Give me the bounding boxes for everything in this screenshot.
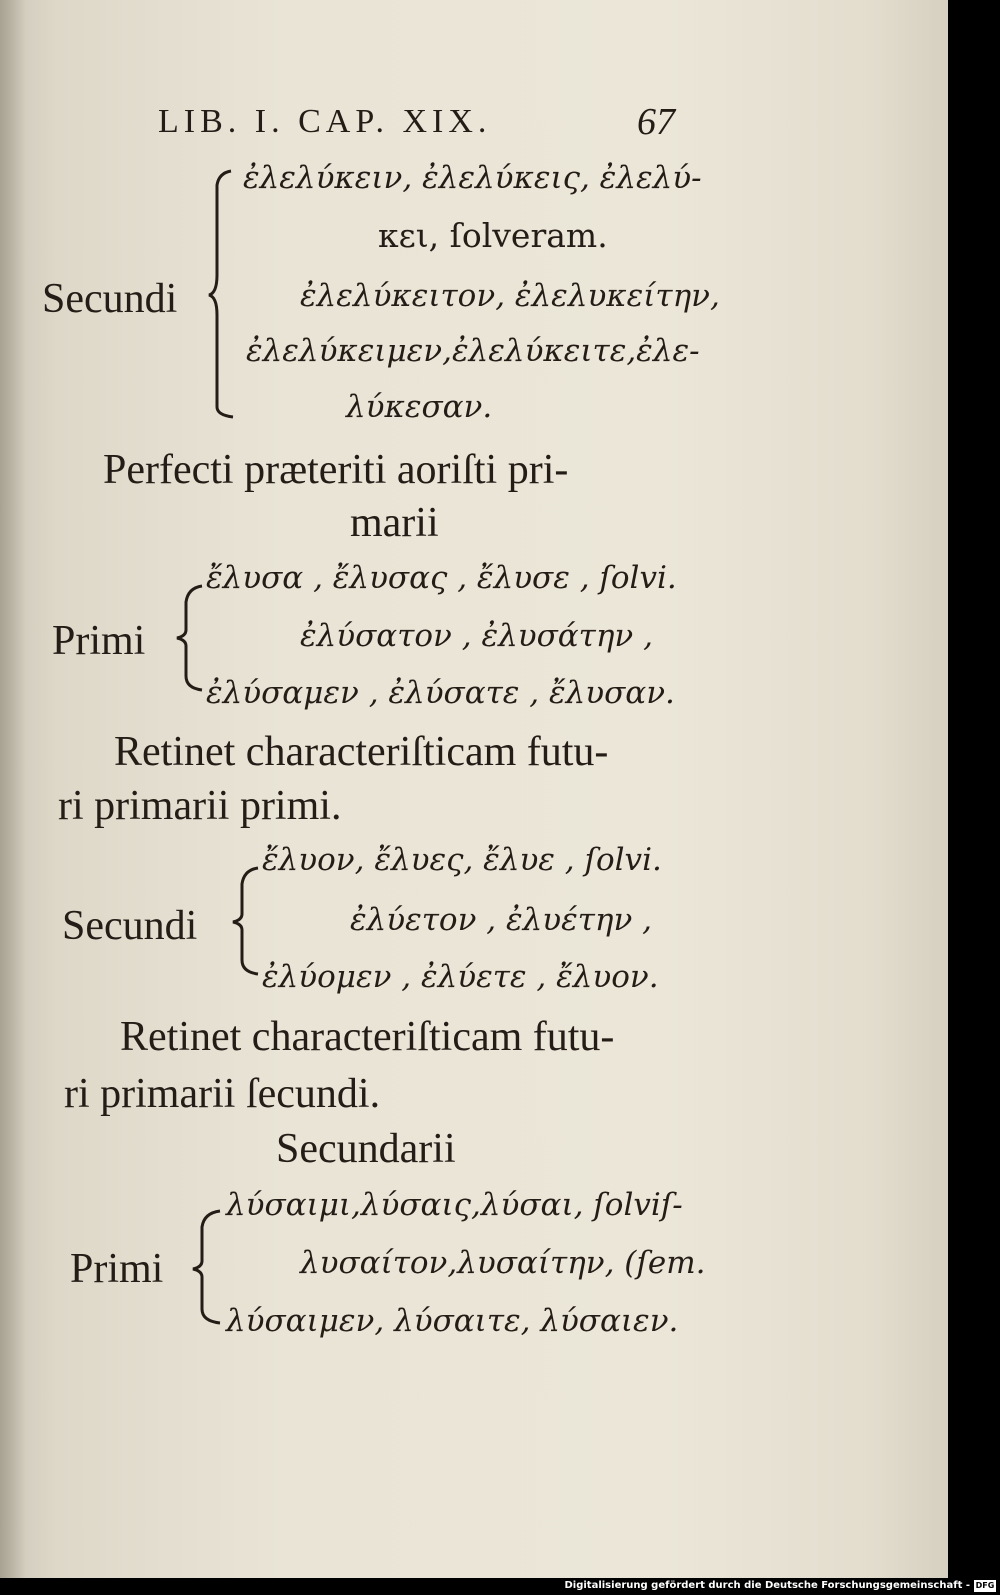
label-primi: Primi: [52, 618, 146, 664]
greek-line: ἐλύσαμεν , ἐλύσατε , ἔλυσαν.: [206, 675, 675, 711]
label-primi: Primi: [70, 1246, 164, 1292]
footer-bar: [0, 1578, 1000, 1595]
brace: [188, 1205, 222, 1330]
running-title: LIB. I. CAP. XIX.: [158, 103, 492, 140]
page-number: 67: [637, 101, 675, 143]
brace: [172, 580, 206, 695]
funding-credit: Digitalisierung gefördert durch die Deutsche Forschungsgemeinschaft -: [564, 1580, 970, 1591]
section-heading: Perfecti præteriti aoriſti pri-: [103, 447, 569, 493]
paragraph-line: Retinet characteriſticam futu-: [114, 729, 609, 775]
greek-line: ἐλελύκειμεν,ἐλελύκειτε,ἐλε-: [246, 333, 700, 369]
binding-shadow: [0, 0, 26, 1578]
greek-line: λύκεσαν.: [346, 389, 493, 425]
greek-line: λύσαιμεν, λύσαιτε, λύσαιεν.: [226, 1303, 679, 1339]
dfg-logo: DFG: [975, 1581, 995, 1590]
mixed-line: κει, ſolveram.: [378, 216, 608, 255]
greek-line: ἐλύετον , ἐλυέτην ,: [350, 902, 653, 938]
brace: [228, 862, 262, 980]
greek-line: ἐλελύκειτον, ἐλελυκείτην,: [300, 278, 720, 314]
paragraph-line: ri primarii primi.: [58, 783, 342, 829]
brace: [205, 165, 239, 420]
greek-line: λύσαιμι,λύσαις,λύσαι, ſolviſ-: [226, 1187, 683, 1223]
greek-line: ἐλελύκειν, ἐλελύκεις, ἐλελύ-: [243, 160, 702, 196]
section-heading: marii: [350, 500, 439, 546]
greek-line: ἐλύσατον , ἐλυσάτην ,: [300, 618, 653, 654]
paragraph-line: ri primarii ſecundi.: [64, 1071, 381, 1117]
section-heading: Secundarii: [276, 1126, 456, 1172]
greek-line: λυσαίτον,λυσαίτην, (ſem.: [300, 1245, 706, 1281]
label-secundi: Secundi: [62, 903, 198, 949]
greek-line: ἐλύομεν , ἐλύετε , ἔλυον.: [262, 959, 659, 995]
greek-line: ἔλυσα , ἔλυσας , ἔλυσε , ſolvi.: [206, 560, 677, 596]
label-secundi: Secundi: [42, 276, 178, 322]
greek-line: ἔλυον, ἔλυες, ἔλυε , ſolvi.: [262, 842, 662, 878]
paragraph-line: Retinet characteriſticam futu-: [120, 1014, 615, 1060]
